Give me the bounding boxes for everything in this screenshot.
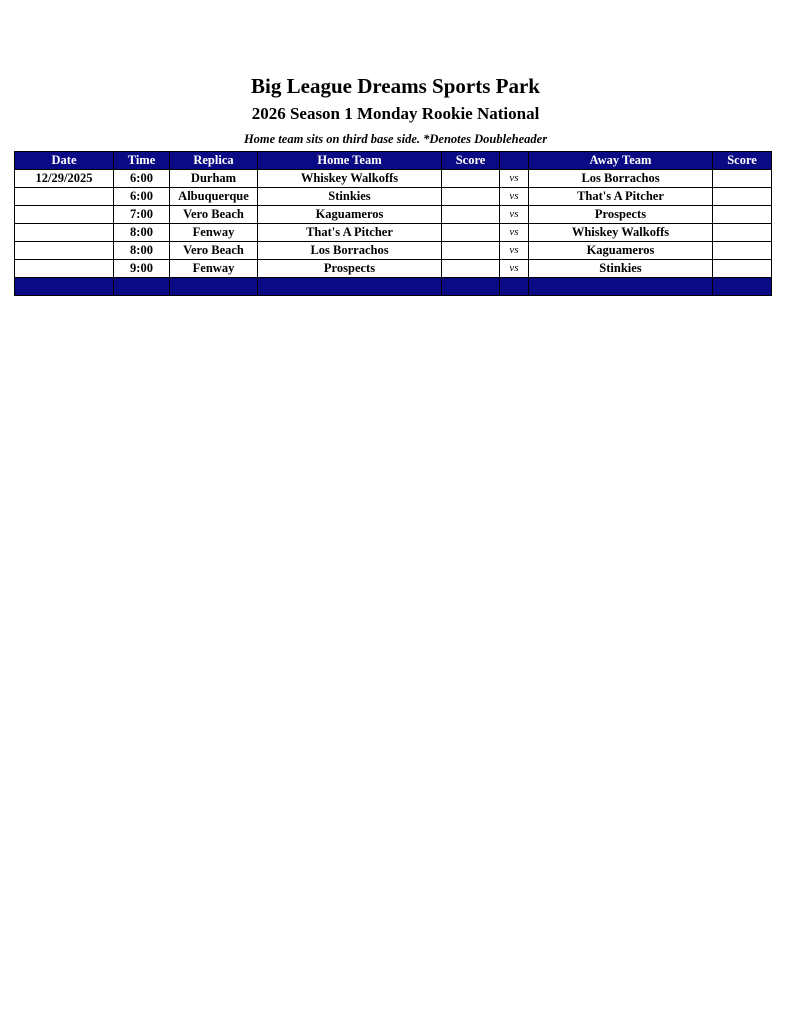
schedule-note: Home team sits on third base side. *Denotes Doubleheader	[243, 132, 548, 146]
table-row	[15, 188, 772, 206]
cell-date: 12/29/2025	[15, 170, 114, 188]
footer-cell	[258, 278, 442, 296]
cell-home-score	[442, 242, 500, 260]
cell-vs: vs	[500, 188, 529, 206]
cell-home-team: Whiskey Walkoffs	[258, 170, 442, 188]
cell-replica: Vero Beach	[170, 206, 258, 224]
cell-replica: Fenway	[170, 224, 258, 242]
cell-away-score	[713, 224, 772, 242]
cell-date	[15, 260, 114, 278]
cell-time: 6:00	[114, 170, 170, 188]
footer-cell	[500, 278, 529, 296]
table-row	[15, 206, 772, 224]
cell-home-team: Stinkies	[258, 188, 442, 206]
footer-cell	[713, 278, 772, 296]
column-header-time: Time	[114, 152, 170, 170]
cell-vs: vs	[500, 206, 529, 224]
footer-cell	[529, 278, 713, 296]
table-footer-row	[15, 278, 772, 296]
cell-date	[15, 206, 114, 224]
column-header-replica: Replica	[170, 152, 258, 170]
cell-away-score	[713, 260, 772, 278]
cell-away-score	[713, 206, 772, 224]
column-header-home-team: Home Team	[258, 152, 442, 170]
cell-time: 9:00	[114, 260, 170, 278]
cell-home-team: Los Borrachos	[258, 242, 442, 260]
cell-home-score	[442, 170, 500, 188]
cell-away-score	[713, 188, 772, 206]
cell-away-score	[713, 170, 772, 188]
cell-home-score	[442, 224, 500, 242]
cell-home-score	[442, 188, 500, 206]
footer-cell	[114, 278, 170, 296]
table-header-row	[15, 152, 772, 170]
cell-away-team: Los Borrachos	[529, 170, 713, 188]
column-header-away-team: Away Team	[529, 152, 713, 170]
cell-away-team: Whiskey Walkoffs	[529, 224, 713, 242]
column-header-vs	[500, 152, 529, 170]
cell-replica: Albuquerque	[170, 188, 258, 206]
cell-date	[15, 188, 114, 206]
table-row	[15, 242, 772, 260]
cell-away-team: That's A Pitcher	[529, 188, 713, 206]
cell-time: 7:00	[114, 206, 170, 224]
footer-cell	[170, 278, 258, 296]
cell-time: 6:00	[114, 188, 170, 206]
cell-away-team: Prospects	[529, 206, 713, 224]
cell-time: 8:00	[114, 242, 170, 260]
cell-vs: vs	[500, 260, 529, 278]
cell-home-team: Kaguameros	[258, 206, 442, 224]
table-row	[15, 224, 772, 242]
cell-home-score	[442, 260, 500, 278]
schedule-table	[14, 151, 772, 296]
cell-away-score	[713, 242, 772, 260]
cell-vs: vs	[500, 224, 529, 242]
cell-date	[15, 224, 114, 242]
cell-replica: Fenway	[170, 260, 258, 278]
footer-cell	[15, 278, 114, 296]
column-header-home-score: Score	[442, 152, 500, 170]
cell-away-team: Stinkies	[529, 260, 713, 278]
column-header-date: Date	[15, 152, 114, 170]
cell-home-score	[442, 206, 500, 224]
cell-time: 8:00	[114, 224, 170, 242]
table-row	[15, 170, 772, 188]
table-row	[15, 260, 772, 278]
footer-cell	[442, 278, 500, 296]
cell-vs: vs	[500, 170, 529, 188]
column-header-away-score: Score	[713, 152, 772, 170]
cell-home-team: Prospects	[258, 260, 442, 278]
cell-vs: vs	[500, 242, 529, 260]
cell-away-team: Kaguameros	[529, 242, 713, 260]
page-title: Big League Dreams Sports Park	[251, 74, 540, 98]
cell-date	[15, 242, 114, 260]
cell-home-team: That's A Pitcher	[258, 224, 442, 242]
page-subtitle: 2026 Season 1 Monday Rookie National	[251, 104, 540, 123]
cell-replica: Vero Beach	[170, 242, 258, 260]
cell-replica: Durham	[170, 170, 258, 188]
